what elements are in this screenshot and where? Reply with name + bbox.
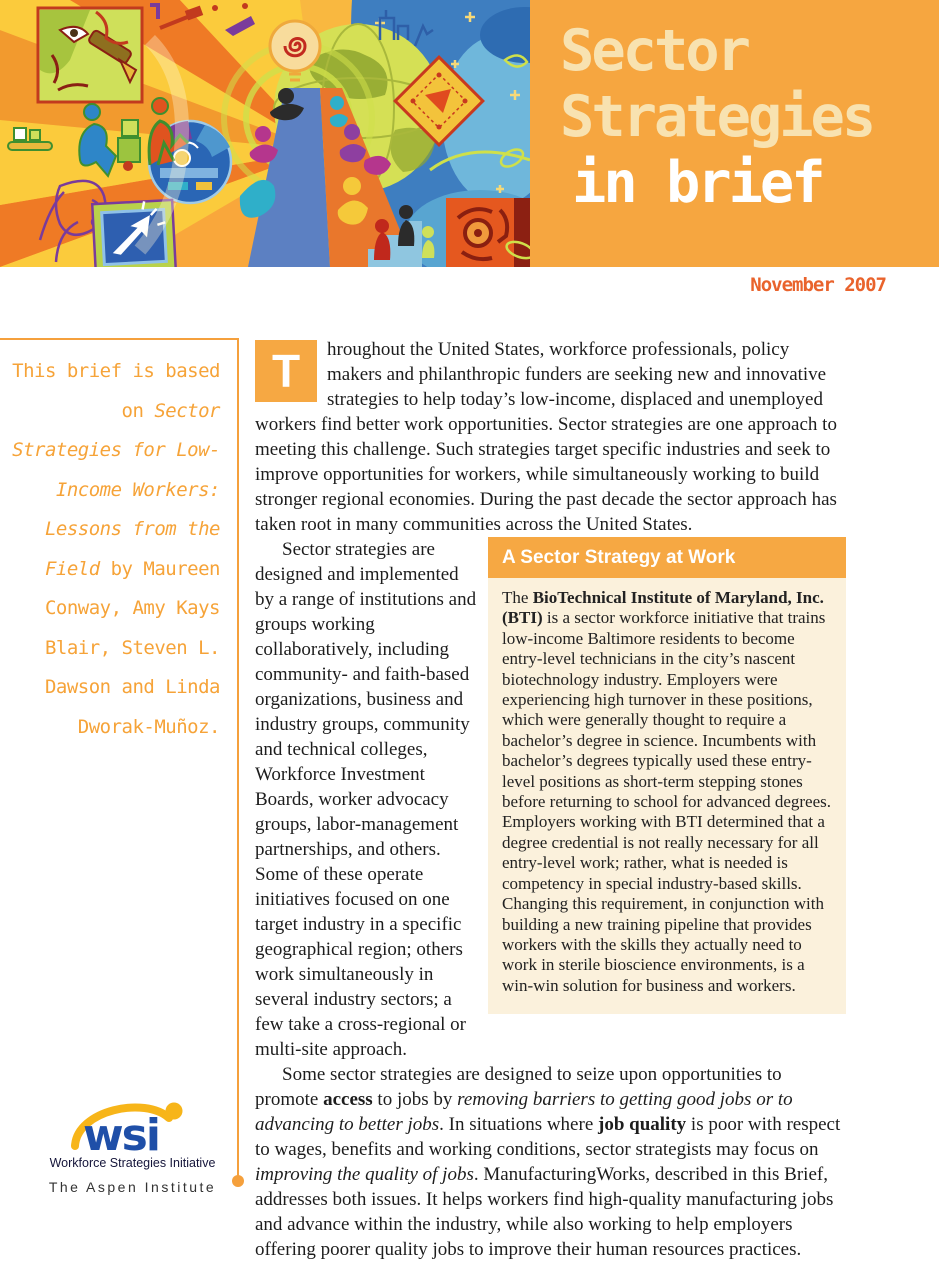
mask-square-icon (38, 8, 142, 102)
paragraph-3: Some sector strategies are designed to seize upon opportunities to promote access to jobs by removing barriers to getting good jobs or to advancing to better jobs. In situations where job quality is poor with respect to wages, benefits and working conditions, sector strategists may focus on improving the quality of jobs. ManufacturingWorks, described in this Brief, addresses both issues. It helps workers find high-quality manufacturing jobs and advance within the industry, while also working to help employers offering poorer quality jobs to improve their human resources practices. (255, 1064, 841, 1260)
paragraph-2: Sector strategies are designed and implemented by a range of institutions and groups working collaboratively, including community- and faith-based organizations, business and industry groups, community and technical colleges, Workforce Investment Boards, worker advocacy groups, labor-management partnerships, and others. Some of these operate initiatives focused on one target industry in a specific geographical region; others work simultaneously in several industry sectors; a few take a cross-regional or multi-site approach. (255, 539, 477, 1060)
logo-i-dot (165, 1103, 182, 1120)
publisher-logo-block (40, 1094, 225, 1195)
callout-text: The BioTechnical Institute of Maryland, Inc. (BTI) is a sector workforce initiative that trains low-income Baltimore residents to become entry-level technicians in the city’s nascent biotechnology industry. Employers were experiencing high turnover in these positions, which were generally thought to require a bachelor’s degree in science. Incumbents with bachelor’s degrees typically used these entry-level positions as short-term stepping stones before returning to school for advanced degrees. Employers working with BTI determined that a degree credential is not really necessary for all entry-level work; rather, what is needed is competency in special industry-based skills. Changing this requirement, in conjunction with building a new training pipeline that provides workers with the skills they actually need to work in sterile bioscience environments, is a win-win solution for business and workers. (488, 578, 846, 1014)
aspen-institute-label: The Aspen Institute (48, 1179, 217, 1195)
issue-date: November 2007 (750, 274, 886, 296)
sidebar-attribution-note: This brief is based on Sector Strategies for Low-Income Workers: Lessons from the Field by Maureen Conway, Amy Kays Blair, Steven L. Dawson and Linda Dworak-Muñoz. (12, 360, 220, 738)
dropcap: T (255, 340, 317, 402)
callout-title: A Sector Strategy at Work (488, 537, 846, 578)
lead-paragraph (255, 337, 846, 537)
title-line-3: in brief (572, 150, 823, 216)
publication-title (560, 18, 873, 216)
lead-paragraph-text: hroughout the United States, workforce professionals, policy makers and philanthropic funders are seeking new and innovative strategies to help today’s low-income, displaced and unemployed workers find better work opportunities. Sector strategies are one approach to meeting this challenge. Such strategies target specific industries and seek to improve opportunities for workers, while simultaneously working to build stronger regional economies. During the past decade the sector approach has taken root in many communities across the United States. (255, 339, 837, 535)
masthead-banner (0, 0, 939, 267)
logo-subtitle: Workforce Strategies Initiative (49, 1156, 216, 1170)
rule-end-dot (232, 1175, 244, 1187)
title-line-2: Strategies (560, 84, 874, 150)
article-body (255, 337, 846, 1262)
banner-illustration-icon (0, 0, 530, 267)
wsi-logo-icon (53, 1094, 213, 1160)
callout-box (488, 537, 846, 1014)
title-line-1: Sector (560, 18, 748, 84)
logo-acronym: wsi (82, 1110, 159, 1160)
